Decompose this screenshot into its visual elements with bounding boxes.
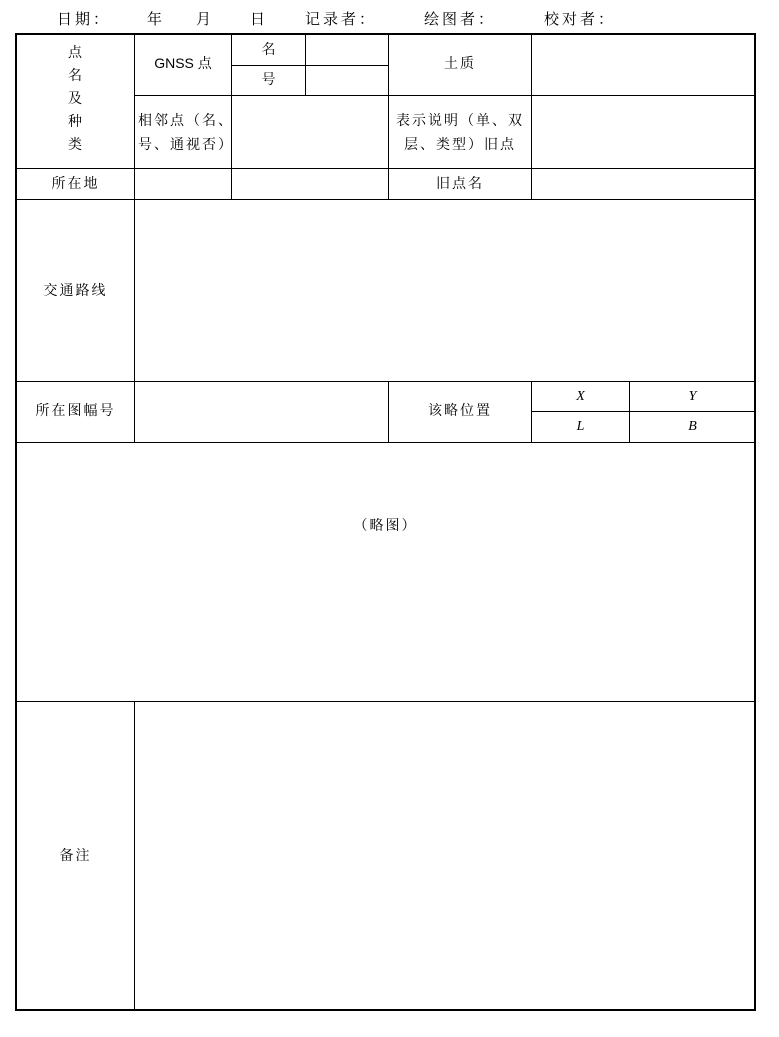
point-name-field[interactable]	[306, 34, 388, 65]
route-field[interactable]	[135, 200, 754, 381]
map-sheet-label: 所在图幅号	[35, 403, 116, 419]
year-label: 年	[147, 10, 166, 28]
gnss-point-label: GNSS 点	[154, 55, 212, 71]
point-number-field[interactable]	[306, 66, 388, 95]
neighbor-label-line1: 相邻点（名、	[138, 113, 234, 129]
coord-y-label: Y	[688, 389, 697, 404]
coord-x-label: X	[576, 389, 585, 404]
route-label: 交通路线	[43, 283, 108, 299]
rule-row5	[15, 442, 756, 443]
marker-desc-field[interactable]	[532, 96, 754, 168]
soil-field[interactable]	[532, 34, 754, 95]
location-label: 所在地	[51, 176, 100, 192]
old-point-field[interactable]	[532, 169, 754, 199]
approx-position-label: 该略位置	[428, 403, 492, 419]
date-label: 日期：	[57, 10, 112, 28]
checker-label: 校对者：	[544, 10, 617, 28]
sketch-label: （略图）	[353, 518, 418, 534]
old-point-label: 旧点名	[436, 176, 484, 192]
name-char-label: 名	[261, 42, 276, 58]
neighbor-points-field[interactable]	[232, 96, 388, 168]
day-label: 日	[250, 10, 269, 28]
rule-coord-mid	[531, 411, 756, 412]
soil-label: 土质	[444, 56, 476, 72]
coord-l-label: L	[576, 419, 585, 434]
remarks-field[interactable]	[135, 702, 754, 1009]
coord-b-label: B	[688, 419, 697, 434]
location-field-1[interactable]	[135, 169, 231, 199]
remarks-label: 备注	[59, 848, 92, 864]
recorder-label: 记录者：	[305, 10, 378, 28]
marker-desc-line1: 表示说明（单、双	[396, 113, 524, 129]
point-name-type-label: 点名及种类	[68, 45, 82, 153]
marker-desc-line2: 层、类型）旧点	[404, 137, 516, 153]
location-field-2[interactable]	[232, 169, 388, 199]
neighbor-label-line2: 号、通视否）	[138, 137, 234, 153]
drawer-label: 绘图者：	[424, 10, 497, 28]
map-sheet-field[interactable]	[135, 382, 388, 442]
number-char-label: 号	[261, 72, 276, 88]
month-label: 月	[196, 10, 215, 28]
